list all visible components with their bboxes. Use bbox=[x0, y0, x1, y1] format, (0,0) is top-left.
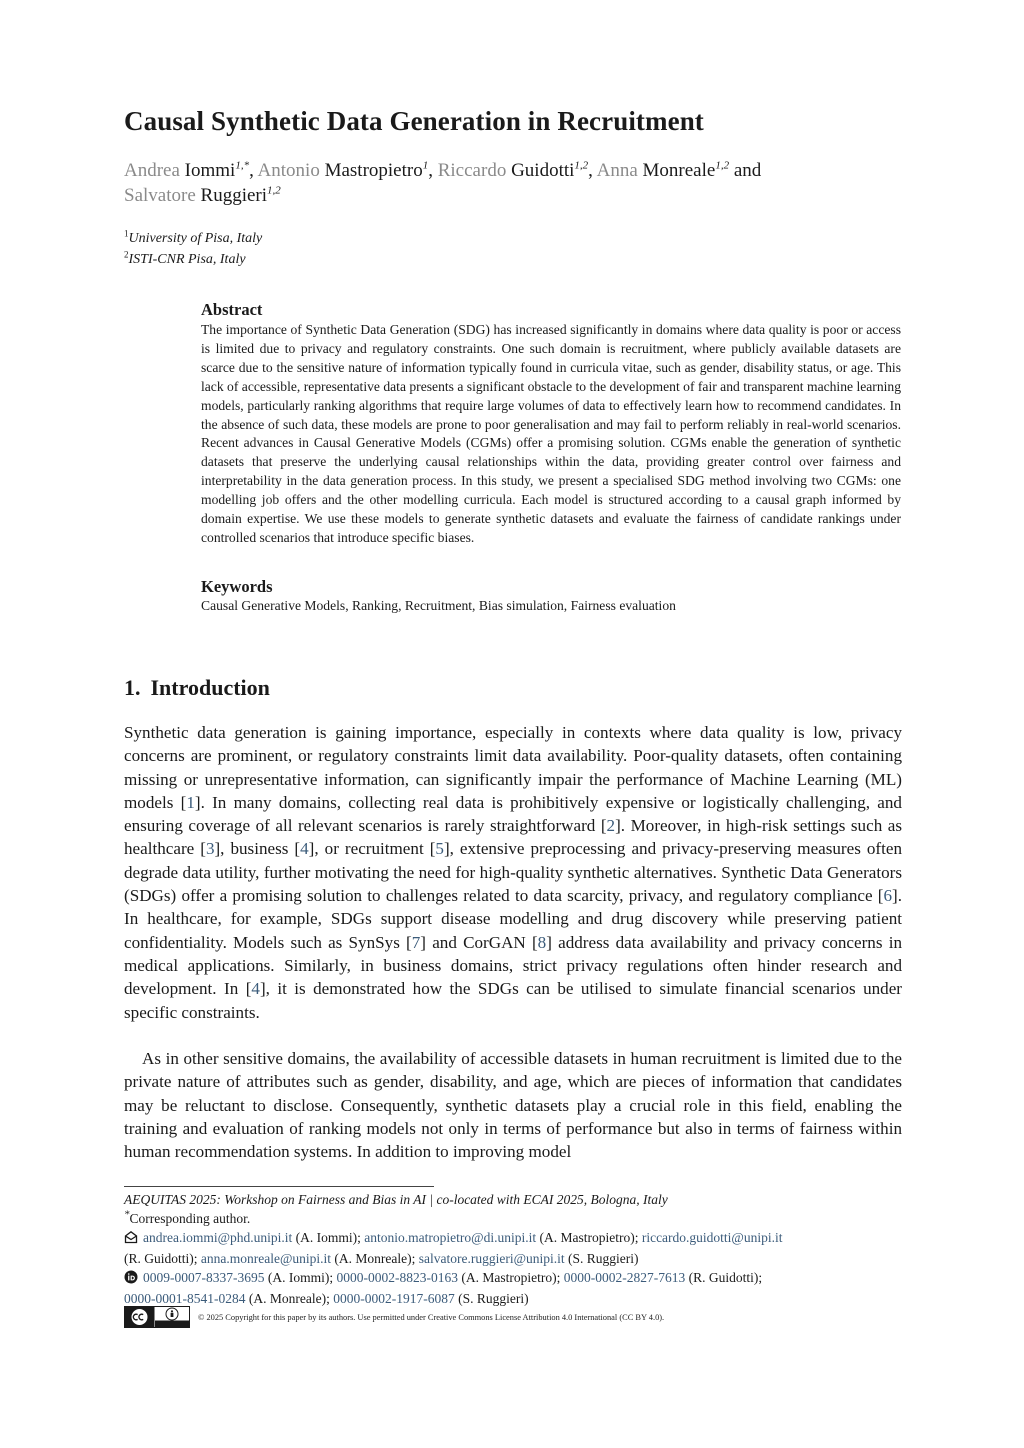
email-icon bbox=[124, 1230, 138, 1249]
keywords-heading: Keywords bbox=[201, 577, 273, 596]
citation-link[interactable]: 4 bbox=[300, 839, 309, 859]
paragraph-text-run: ], or recruitment [ bbox=[308, 839, 436, 859]
keywords-text: Causal Generative Models, Ranking, Recruitment, Bias simulation, Fairness evaluation bbox=[201, 598, 676, 613]
email-line-1: andrea.iommi@phd.unipi.it (A. Iommi); antonio.matropietro@di.unipi.it (A. Mastropietro); riccardo.guidotti@unipi.it bbox=[124, 1228, 904, 1249]
orcid-link[interactable]: 0009-0007-8337-3695 bbox=[143, 1270, 265, 1285]
citation-link[interactable]: 3 bbox=[205, 839, 215, 859]
citation-link[interactable]: 1 bbox=[186, 792, 195, 812]
orcid-line-1: 0009-0007-8337-3695 (A. Iommi); 0000-0002-8823-0163 (A. Mastropietro); 0000-0002-2827-7613 (R. Guidotti); bbox=[124, 1268, 904, 1289]
license-row bbox=[124, 1305, 664, 1329]
email-line-2: (R. Guidotti); anna.monreale@unipi.it (A. Monreale); salvatore.ruggieri@unipi.it (S. Ruggieri) bbox=[124, 1251, 639, 1266]
corresponding-note: *Corresponding author. bbox=[124, 1208, 251, 1226]
paragraph-text-run: ] and CorGAN [ bbox=[420, 932, 538, 952]
orcid-icon bbox=[124, 1270, 138, 1289]
author-1: Andrea Iommi$^{1,*}$ bbox=[124, 159, 250, 181]
citation-link[interactable]: 5 bbox=[435, 839, 444, 859]
paragraph-text-run: ] address data availability and privacy concerns in medical applications. Similarly, in business domains, strict privacy regulations often hinder research and development. In [ bbox=[124, 932, 902, 999]
footnote-divider bbox=[124, 1186, 434, 1187]
email-link[interactable]: antonio.matropietro@di.unipi.it bbox=[364, 1230, 537, 1245]
citation-link[interactable]: 8 bbox=[537, 932, 547, 952]
paragraph-text-run: ]. In healthcare, for example, SDGs support disease modelling and drug discovery while preserving patient confidentiality. Models such as SynSys [ bbox=[124, 886, 902, 952]
author-5: Salvatore Ruggieri$^{1,2}$ bbox=[124, 184, 281, 206]
author-4: Anna Monreale$^{1,2}$ bbox=[596, 159, 730, 181]
email-link[interactable]: salvatore.ruggieri@unipi.it bbox=[418, 1251, 565, 1266]
author-3: Riccardo Guidotti$^{1,2}$ bbox=[437, 159, 589, 181]
intro-paragraph-2: As in other sensitive domains, the availability of accessible datasets in human recruitment is limited due to the private nature of attributes such as gender, disability, and age, which are pieces of information that candidates may be reluctant to disclose. Consequently, synthetic datasets play a crucial role in this field, enabling the training and evaluation of ranking models not only in terms of performance but also in terms of fairness within human recommendation systems. In addition to improving model bbox=[124, 1049, 902, 1162]
venue-note: AEQUITAS 2025: Workshop on Fairness and Bias in AI | co-located with ECAI 2025, Bologna, Italy bbox=[124, 1192, 668, 1207]
paragraph-text-run: ], it is demonstrated how the SDGs can be utilised to simulate financial scenarios under specific constraints. bbox=[124, 979, 902, 1022]
orcid-link[interactable]: 0000-0002-8823-0163 bbox=[336, 1270, 458, 1285]
orcid-link[interactable]: 0000-0001-8541-0284 bbox=[124, 1291, 246, 1306]
paragraph-text-run: ]. Moreover, in high-risk settings such as healthcare [ bbox=[124, 816, 902, 859]
author-list: Andrea Iommi$^{1,*}$, Antonio Mastropietro$^1$, Riccardo Guidotti$^{1,2}$, Anna Monreale$^{1,2}$ and Salvatore Ruggieri$^{1,2}$ bbox=[124, 159, 762, 206]
intro-paragraph-1 bbox=[124, 721, 902, 1024]
email-link[interactable]: andrea.iommi@phd.unipi.it bbox=[143, 1230, 293, 1245]
footnotes bbox=[124, 1190, 904, 1308]
citation-link[interactable]: 7 bbox=[411, 932, 421, 952]
license-text: © 2025 Copyright for this paper by its authors. Use permitted under Creative Commons License Attribution 4.0 International (CC BY 4.0). bbox=[198, 1312, 665, 1322]
paper-title: Causal Synthetic Data Generation in Recruitment bbox=[124, 106, 704, 136]
email-link[interactable]: riccardo.guidotti@unipi.it bbox=[641, 1230, 783, 1245]
orcid-link[interactable]: 0000-0002-2827-7613 bbox=[563, 1270, 686, 1285]
section-heading-introduction: 1. Introduction bbox=[124, 675, 270, 700]
citation-link[interactable]: 6 bbox=[883, 886, 893, 906]
affiliation-2: $^2$ISTI-CNR Pisa, Italy bbox=[124, 249, 246, 267]
orcid-link[interactable]: 0000-0002-1917-6087 bbox=[333, 1291, 455, 1306]
orcid-line-2: 0000-0001-8541-0284 (A. Monreale); 0000-0002-1917-6087 (S. Ruggieri) bbox=[124, 1291, 529, 1306]
email-link[interactable]: anna.monreale@unipi.it bbox=[200, 1251, 332, 1266]
paragraph-text-run: ], extensive preprocessing and privacy-preserving measures often degrade data utility, further motivating the need for high-quality synthetic alternatives. Synthetic Data Generators (SDGs) offer a promising solution to challenges related to data scarcity, privacy, and regulatory compliance [ bbox=[124, 839, 903, 906]
paragraph-text-run: Synthetic data generation is gaining importance, especially in contexts where data quality is low, privacy concerns are prominent, or regulatory constraints limit data availability. Poor-quality datasets, often containing missing or unrepresentative information, can significantly impair the performance of Machine Learning (ML) models [ bbox=[124, 723, 902, 812]
abstract-heading: Abstract bbox=[201, 300, 263, 319]
affiliations bbox=[124, 228, 262, 270]
author-2: Antonio Mastropietro$^1$ bbox=[257, 159, 429, 181]
citation-link[interactable]: 4 bbox=[251, 979, 260, 999]
paragraph-text-run: ], business [ bbox=[214, 839, 301, 859]
paragraph-text-run: ]. In many domains, collecting real data is prohibitively expensive or logistically challenging, and ensuring coverage of all relevant scenarios is rarely straightforward [ bbox=[124, 792, 902, 836]
affiliation-1: $^1$University of Pisa, Italy bbox=[124, 228, 263, 246]
citation-link[interactable]: 2 bbox=[606, 816, 616, 836]
abstract-text: The importance of Synthetic Data Generation (SDG) has increased significantly in domains where data quality is poor or access is limited due to privacy and regulatory constraints. One such domain is recruitment, where publicly available datasets are scarce due to the sensitive nature of information typically found in curricula vitae, such as gender, disability status, or age. This lack of accessible, representative data presents a significant obstacle to the development of fair and transparent machine learning models, particularly ranking algorithms that require large volumes of data to effectively learn how to recommend candidates. In the absence of such data, these models are prone to poor generalisation and may fail to perform reliably in real-world scenarios. Recent advances in Causal Generative Models (CGMs) offer a promising solution. CGMs enable the generation of synthetic datasets that preserve the underlying causal relationships within the data, providing greater control over fairness and interpretability in the data generation process. In this study, we present a specialised SDG method involving two CGMs: one modelling job offers and the other modelling curricula. Each model is structured according to a causal graph informed by domain expertise. We use these models to generate synthetic datasets and evaluate the fairness of candidate rankings under controlled scenarios that introduce specific biases. bbox=[201, 322, 901, 545]
cc-by-badge bbox=[124, 1306, 190, 1328]
